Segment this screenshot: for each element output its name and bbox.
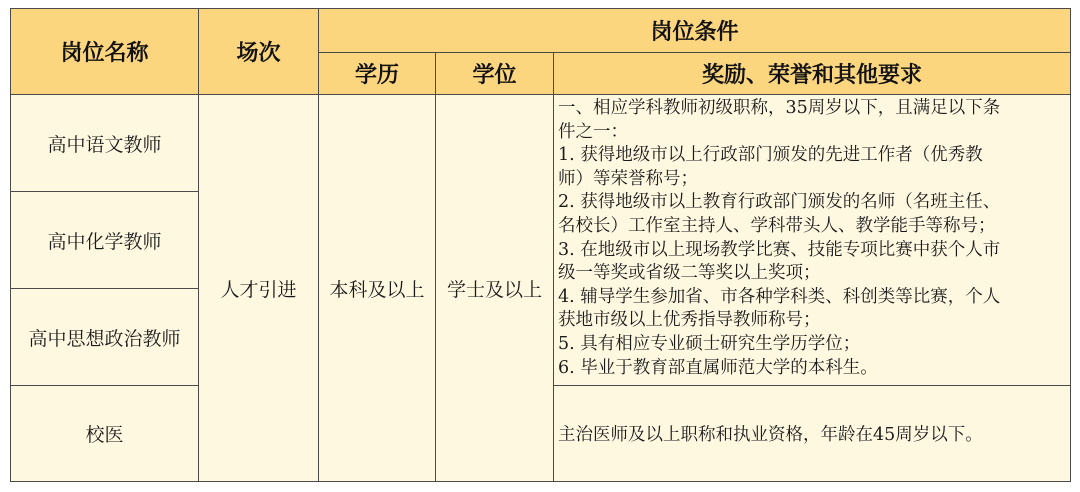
position-politics-teacher: 高中思想政治教师 xyxy=(11,289,199,386)
header-awards-other: 奖励、荣誉和其他要求 xyxy=(554,53,1071,95)
requirement-line: 1. 获得地级市以上行政部门颁发的先进工作者（优秀教 xyxy=(558,145,983,166)
header-conditions: 岗位条件 xyxy=(319,9,1071,53)
doctor-requirements-cell: 主治医师及以上职称和执业资格，年龄在45周岁以下。 xyxy=(554,386,1071,482)
requirement-line: 名校长）工作室主持人、学科带头人、教学能手等称号； xyxy=(558,215,996,236)
requirement-line: 2. 获得地级市以上教育行政部门颁发的名师（名班主任、 xyxy=(558,192,1001,213)
requirement-line: 6. 毕业于教育部直属师范大学的本科生。 xyxy=(558,357,878,378)
teacher-requirements-cell xyxy=(554,95,1071,386)
requirement-line: 3. 在地级市以上现场教学比赛、技能专项比赛中获个人市 xyxy=(558,239,1001,260)
header-session: 场次 xyxy=(199,9,319,95)
header-education: 学历 xyxy=(319,53,436,95)
header-position-name: 岗位名称 xyxy=(11,9,199,95)
requirement-line: 师）等荣誉称号； xyxy=(558,168,698,189)
requirement-line: 4. 辅导学生参加省、市各种学科类、科创类等比赛，个人 xyxy=(558,286,1001,307)
degree-cell: 学士及以上 xyxy=(436,95,554,482)
position-chemistry-teacher: 高中化学教师 xyxy=(11,192,199,289)
requirement-line: 件之一： xyxy=(558,121,628,142)
session-cell: 人才引进 xyxy=(199,95,319,482)
requirement-line: 获地市级以上优秀指导教师称号； xyxy=(558,310,821,331)
requirement-line: 级一等奖或省级二等奖以上奖项； xyxy=(558,263,821,284)
requirement-line: 一、相应学科教师初级职称，35周岁以下，且满足以下条 xyxy=(558,98,1001,118)
header-degree: 学位 xyxy=(436,53,554,95)
position-school-doctor: 校医 xyxy=(11,386,199,482)
education-cell: 本科及以上 xyxy=(319,95,436,482)
requirement-line: 5. 具有相应专业硕士研究生学历学位； xyxy=(558,333,861,354)
recruitment-table xyxy=(10,8,1071,482)
position-chinese-teacher: 高中语文教师 xyxy=(11,95,199,192)
